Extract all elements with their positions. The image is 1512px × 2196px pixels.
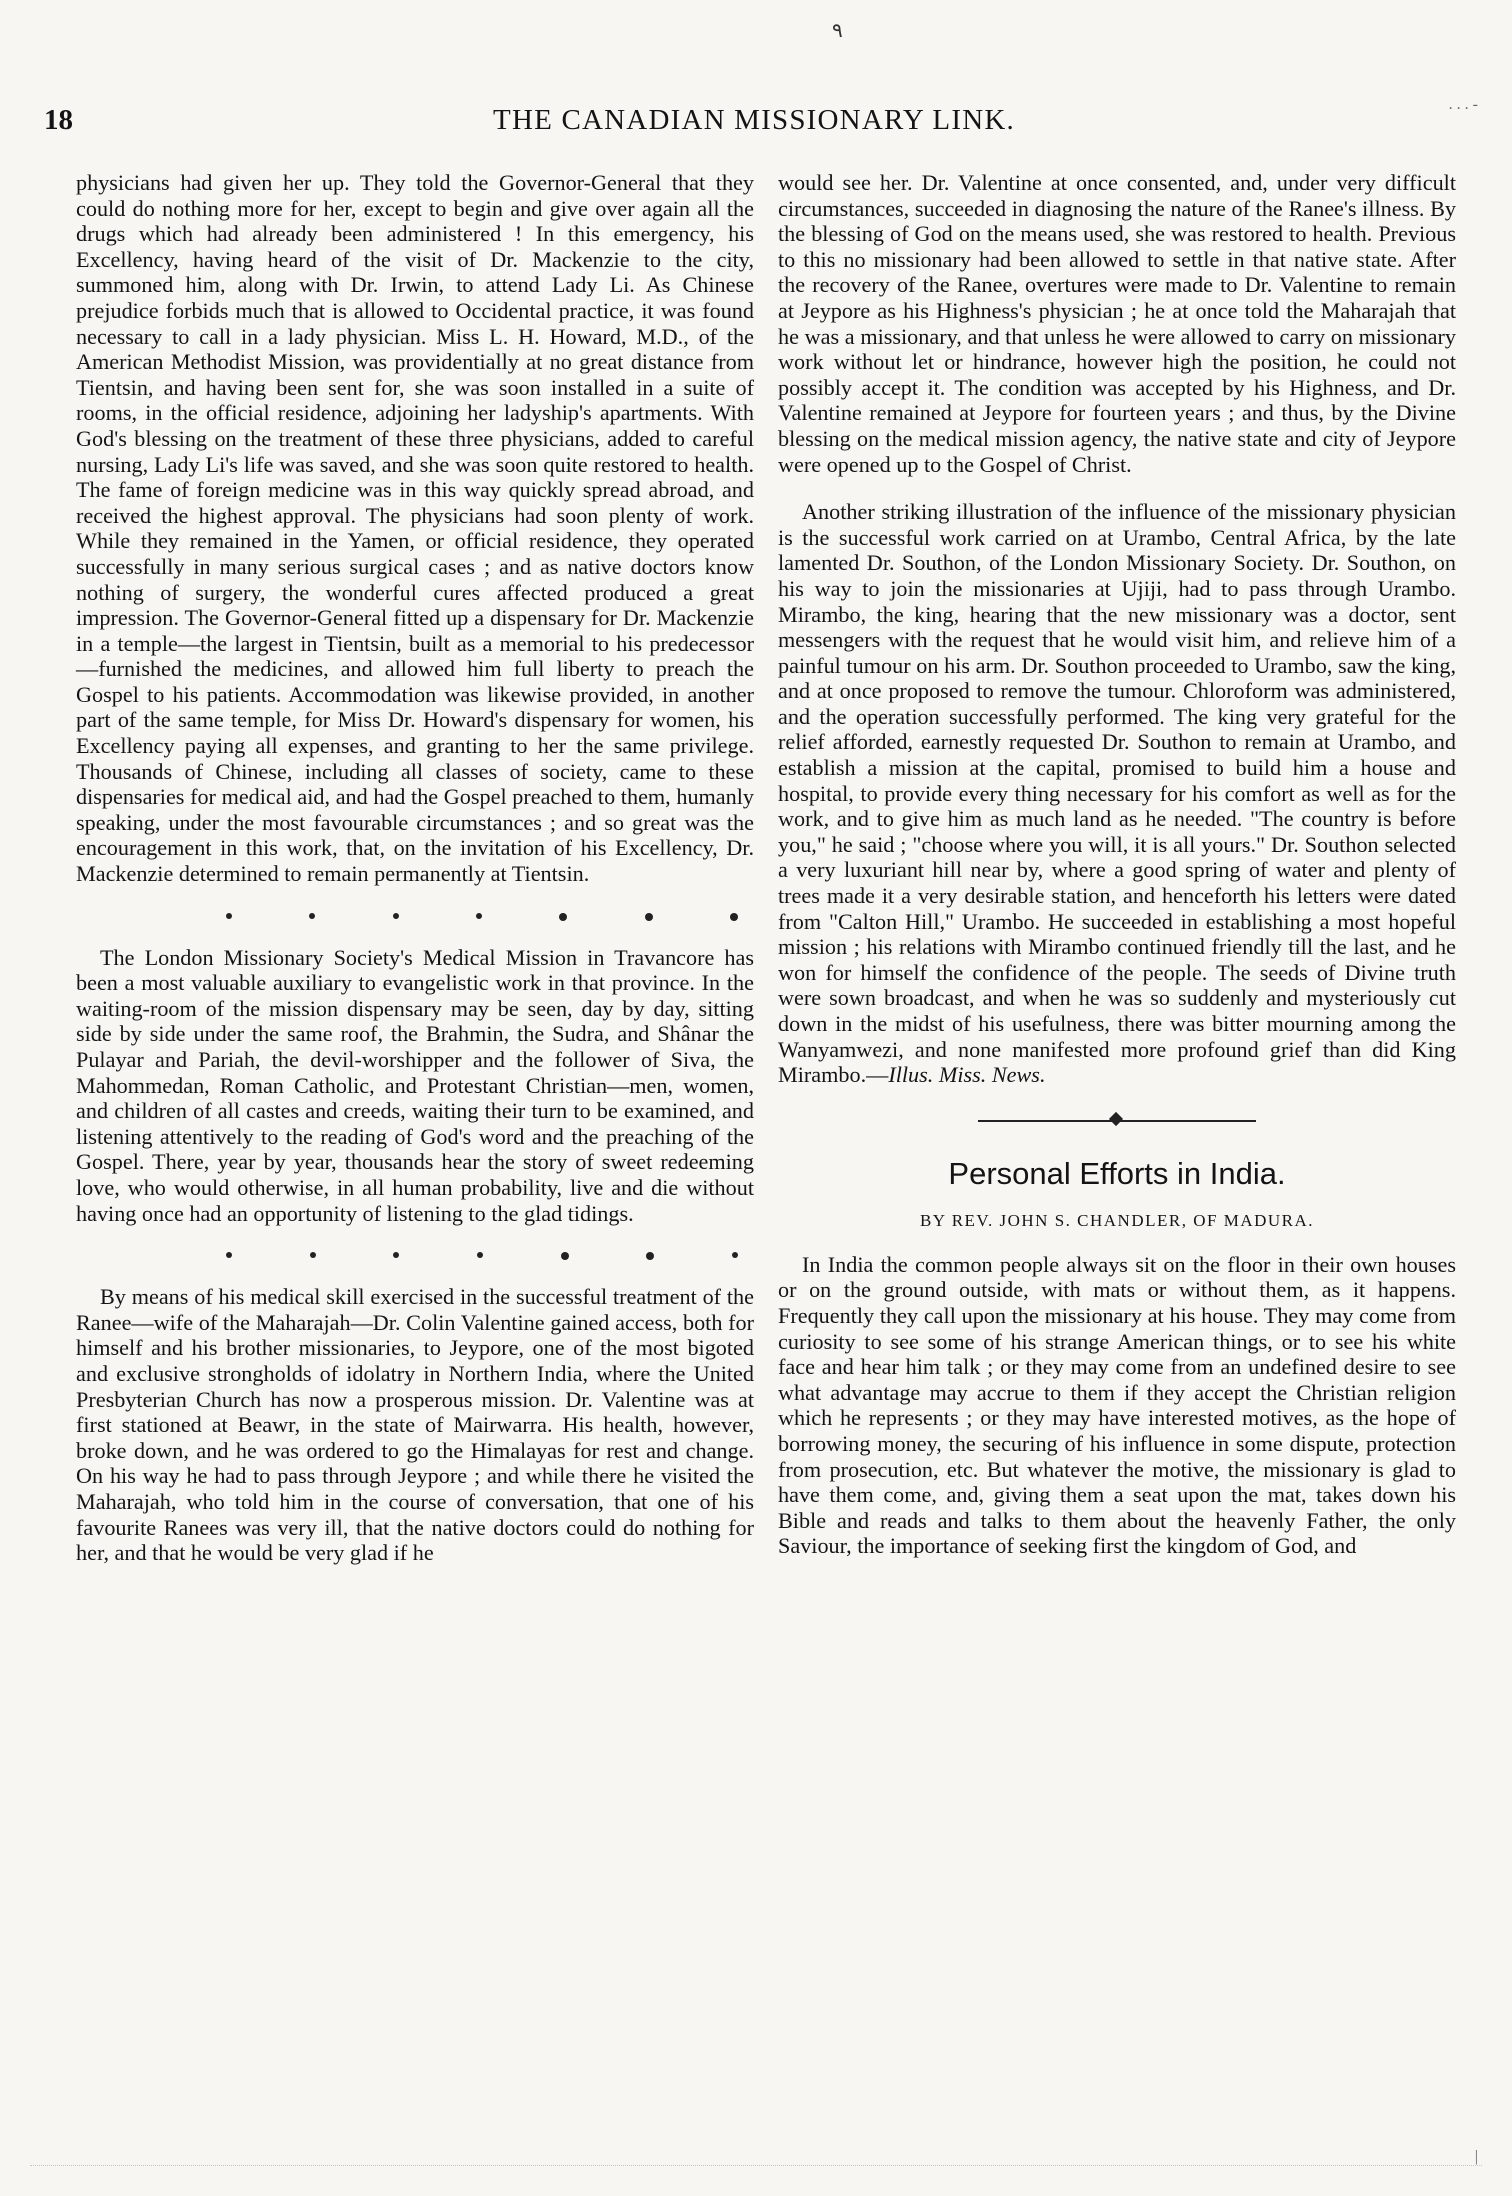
right-paragraph-2-text: Another striking illustration of the influence of the missionary physician is the successful work carried on at Urambo, Central Africa, by the late lamented Dr. Southon, of the London Missionary Society. Dr. Southon, on his way to join the missionaries at Ujiji, had to pass through Urambo. Mirambo, the king, hearing that the new missionary was a doctor, sent messengers with the request that he would visit him, and relieve him of a painful tumour on his arm. Dr. Southon proceeded to Urambo, saw the king, and at once proposed to remove the tumour. Chloroform was administered, and the operation successfully performed. The king very grateful for the relief afforded, earnestly requested Dr. Southon to remain at Urambo, and establish a mission at the capital, promised to build him a house and hospital, to provide every thing necessary for his comfort as well as for the work, and to give him as much land as he needed. "The country is before you," he said ; "choose where you will, it is all yours." Dr. Southon selected a very luxuriant hill near by, where a good spring of water and plenty of trees made it a very desirable station, and henceforth his letters were dated from "Calton Hill," Urambo. He succeeded in establishing a most hopeful mission ; his relations with Mirambo continued friendly till the last, and he won for himself the confidence of the people. The seeds of Divine truth were sown broadcast, and when he was so suddenly and mysteriously cut down in the midst of his usefulness, there was bitter mourning among the Wanyamwezi, and none manifested more profound grief than did King Mirambo.— <box>778 499 1456 1088</box>
edge-mark-top: . . . - <box>1448 96 1478 113</box>
divider-dot <box>732 1252 738 1258</box>
divider-dot <box>559 913 567 921</box>
section-rule <box>778 1106 1456 1136</box>
article-byline: BY REV. JOHN S. CHANDLER, OF MADURA. <box>919 1210 1315 1230</box>
left-paragraph-1: physicians had given her up. They told the Governor-General that they could do nothing more for her, except to begin and give over again all the drugs which had already been administered ! In this emergency, his Excellency, having heard of the visit of Dr. Mackenzie to the city, summoned him, along with Dr. Irwin, to attend Lady Li. As Chinese prejudice forbids much that is allowed to Occidental practice, it was found necessary to call in a lady physician. Miss L. H. Howard, M.D., of the American Methodist Mission, was providentially at no great distance from Tientsin, and having been sent for, she was soon installed in a suite of rooms, in the official residence, adjoining her ladyship's apartments. With God's blessing on the treatment of these three physicians, added to careful nursing, Lady Li's life was saved, and she was soon quite restored to health. The fame of foreign medicine was in this way quickly spread abroad, and received the highest approval. The physicians had soon plenty of work. While they remained in the Yamen, or official residence, they operated successfully in many serious surgical cases ; and as native doctors know nothing of surgery, the wonderful cures affected produced a great impression. The Governor-General fitted up a dispensary for Dr. Mackenzie in a temple—the largest in Tientsin, built as a memorial to his predecessor—furnished the medicines, and allowed him full liberty to preach the Gospel to his patients. Accommodation was likewise provided, in another part of the same temple, for Miss Dr. Howard's dispensary for women, his Excellency paying all expenses, and granting to her the same privilege. Thousands of Chinese, including all classes of society, came to these dispensaries for medical aid, and had the Gospel preached to them, humanly speaking, under the most favourable circumstances ; and so great was the encouragement in this work, that, on the invitation of his Excellency, Dr. Mackenzie determined to remain permanently at Tientsin. <box>76 170 754 887</box>
left-paragraph-2: The London Missionary Society's Medical Mission in Travancore has been a most valuable auxiliary to evangelistic work in that province. In the waiting-room of the mission dispensary may be seen, day by day, sitting side by side under the same roof, the Brahmin, the Sudra, and Shânar the Pulayar and Pariah, the devil-worshipper and the follower of Siva, the Mahommedan, Roman Catholic, and Protestant Christian—men, women, and children of all castes and creeds, waiting their turn to be examined, and listening attentively to the reading of God's word and the preaching of the Gospel. There, year by year, thousands hear the story of sweet redeeming love, who would otherwise, in all human probability, live and die without having once had an opportunity of listening to the glad tidings. <box>76 944 754 1226</box>
right-paragraph-1: would see her. Dr. Valentine at once consented, and, under very difficult circumstances, succeeded in diagnosing the nature of the Ranee's illness. By the blessing of God on the means used, she was restored to health. Previous to this no missionary had been allowed to settle in that native state. After the recovery of the Ranee, overtures were made to Dr. Valentine to remain at Jeypore as his Highness's physician ; he at once told the Maharajah that he was a missionary, and that unless he were allowed to carry on missionary work without let or hindrance, however high the position, he could not possibly accept it. The condition was accepted by his Highness, and Dr. Valentine remained at Jeypore for fourteen years ; and thus, by the Divine blessing on the medical mission agency, the native state and city of Jeypore were opened up to the Gospel of Christ. <box>778 170 1456 477</box>
divider-dot <box>646 1252 654 1260</box>
divider-dot <box>476 913 482 919</box>
section-divider-dots <box>76 1252 754 1260</box>
divider-dot <box>561 1252 569 1260</box>
divider-dot <box>226 913 232 919</box>
divider-dot <box>226 1252 232 1258</box>
divider-dot <box>730 913 738 921</box>
page-number: 18 <box>44 104 73 136</box>
divider-dot <box>393 913 399 919</box>
right-column <box>778 170 1456 1559</box>
left-column <box>76 170 754 1566</box>
divider-dot <box>393 1252 399 1258</box>
divider-dot <box>477 1252 483 1258</box>
rule-ornament-icon <box>1109 1112 1123 1126</box>
article-title: Personal Efforts in India. <box>948 1155 1286 1191</box>
source-citation: Illus. Miss. News. <box>888 1062 1046 1088</box>
edge-mark-bottom: | <box>1474 2148 1478 2165</box>
section-divider-dots <box>76 913 754 921</box>
corner-mark: ٩ <box>832 20 843 42</box>
right-paragraph-2 <box>778 499 1456 1088</box>
divider-dot <box>645 913 653 921</box>
divider-dot <box>310 1252 316 1258</box>
right-paragraph-3: In India the common people always sit on the floor in their own houses or on the ground outside, with mats or without them, as it happens. Frequently they call upon the missionary at his house. They may come from curiosity to see some of his strange American things, or to see his white face and hear him talk ; or they may come from an undefined desire to see what advantage may accrue to them if they accept the Christian religion which he represents ; or they may have interested motives, as the hope of borrowing money, the securing of his influence in some dispute, protection from prosecution, etc. But whatever the motive, the missionary is glad to have them come, and, giving them a seat upon the mat, takes down his Bible and reads and talks to them about the heavenly Father, the only Saviour, the importance of seeking first the kingdom of God, and <box>778 1251 1456 1559</box>
left-paragraph-3: By means of his medical skill exercised in the successful treatment of the Ranee—wife of the Maharajah—Dr. Colin Valentine gained access, both for himself and his brother missionaries, to Jeypore, one of the most bigoted and exclusive strongholds of idolatry in Northern India, where the United Presbyterian Church has now a prosperous mission. Dr. Valentine was at first stationed at Beawr, in the state of Mairwarra. His health, however, broke down, and he was ordered to go the Himalayas for rest and change. On his way he had to pass through Jeypore ; and while there he visited the Maharajah, who told him in the course of conversation, that one of his favourite Ranees was very ill, that the native doctors could do nothing for her, and that he would be very glad if he <box>76 1284 754 1566</box>
page-header <box>44 104 1464 144</box>
divider-dot <box>309 913 315 919</box>
page-edge-noise <box>30 2165 1482 2186</box>
journal-title: THE CANADIAN MISSIONARY LINK. <box>493 104 1015 136</box>
